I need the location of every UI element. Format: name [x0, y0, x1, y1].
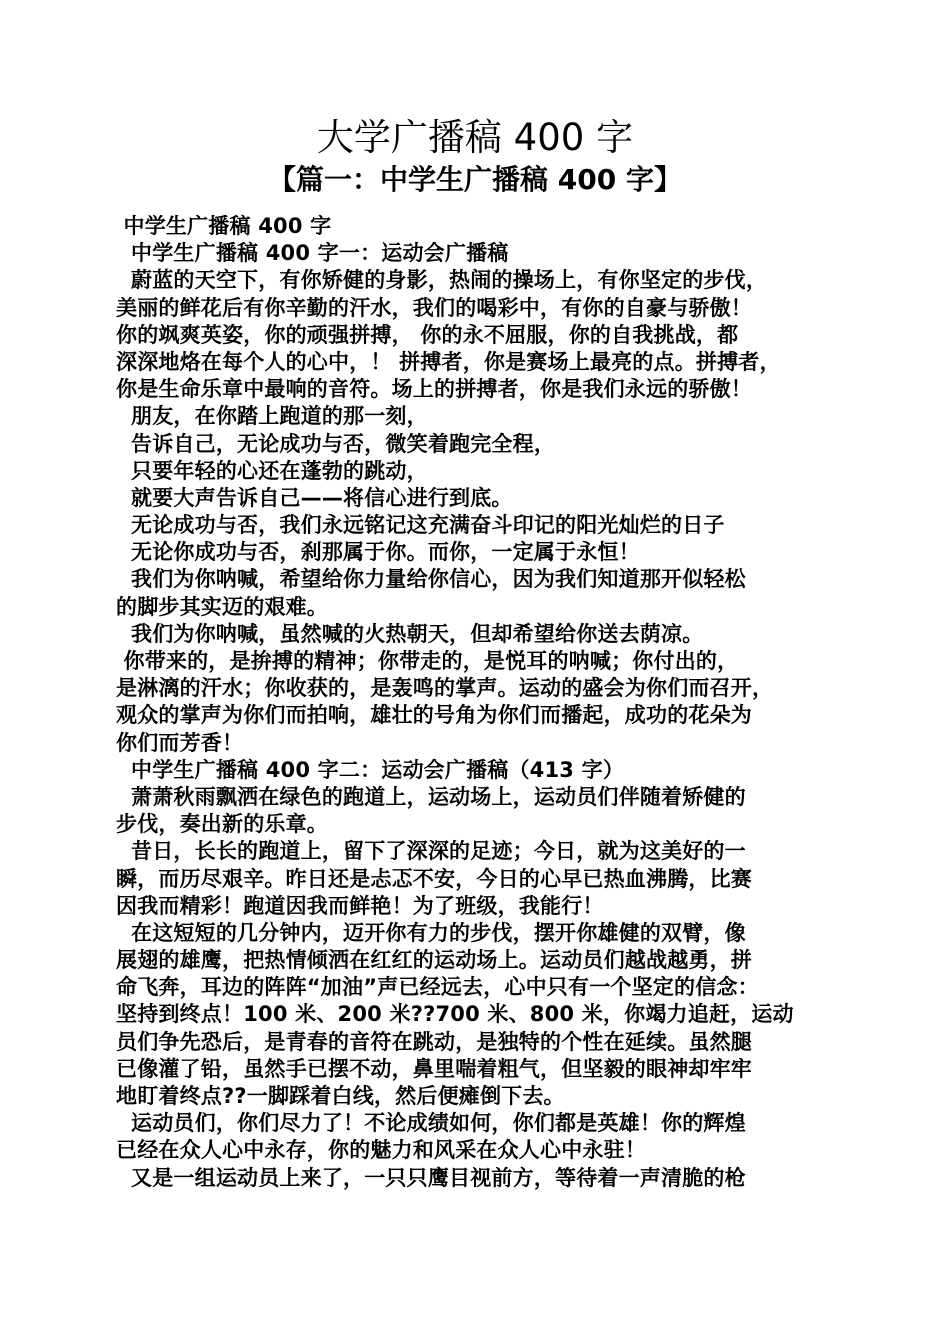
- text-line: 展翅的雄鹰，把热情倾洒在红红的运动场上。运动员们越战越勇，拼: [116, 948, 752, 973]
- text-line: 员们争先恐后，是青春的音符在跳动，是独特的个性在延续。虽然腿: [116, 1029, 752, 1054]
- text-line: 就要大声告诉自己——将信心进行到底。: [116, 485, 513, 510]
- document-body: [116, 213, 856, 1192]
- text-line: 朋友，在你踏上跑道的那一刻，: [116, 404, 428, 429]
- text-line: 中学生广播稿 400 字一：运动会广播稿: [116, 241, 509, 266]
- document-title: 大学广播稿 400 字: [316, 116, 634, 159]
- text-line: 运动员们，你们尽力了！不论成绩如何，你们都是英雄！你的辉煌: [116, 1111, 746, 1136]
- text-line: 无论你成功与否，刹那属于你。而你，一定属于永恒！: [116, 540, 640, 565]
- text-line: 观众的掌声为你们而拍响，雄壮的号角为你们而播起，成功的花朵为: [116, 703, 752, 728]
- text-line: 在这短短的几分钟内，迈开你有力的步伐，摆开你雄健的双臂，像: [116, 920, 746, 945]
- text-line: 只要年轻的心还在蓬勃的跳动，: [116, 458, 428, 483]
- text-line: 是淋漓的汗水；你收获的，是轰鸣的掌声。运动的盛会为你们而召开，: [116, 676, 774, 701]
- document-subtitle: 【篇一：中学生广播稿 400 字】: [268, 163, 682, 196]
- text-line: 你是生命乐章中最响的音符。场上的拼搏者，你是我们永远的骄傲！: [116, 377, 752, 402]
- text-line: 深深地烙在每个人的心中，！ 拼搏者，你是赛场上最亮的点。拼搏者，: [116, 349, 781, 374]
- text-line: 中学生广播稿 400 字: [116, 214, 332, 238]
- text-line: 你们而芳香！: [116, 730, 244, 755]
- text-line: 已像灌了铅，虽然手已摆不动，鼻里喘着粗气，但坚毅的眼神却牢牢: [116, 1056, 752, 1081]
- text-line: 又是一组运动员上来了，一只只鹰目视前方，等待着一声清脆的枪: [116, 1165, 746, 1190]
- text-line: 因我而精彩！跑道因我而鲜艳！为了班级，我能行！: [116, 893, 604, 918]
- text-line: 我们为你呐喊，虽然喊的火热朝天，但却希望给你送去荫凉。: [116, 621, 704, 646]
- text-line: 你的飒爽英姿，你的顽强拼搏， 你的永不屈服，你的自我挑战，都: [116, 322, 739, 347]
- text-line: 我们为你呐喊，希望给你力量给你信心，因为我们知道那开似轻松: [116, 567, 746, 592]
- text-line: 昔日，长长的跑道上，留下了深深的足迹；今日，就为这美好的一: [116, 839, 746, 864]
- text-line: 的脚步其实迈的艰难。: [116, 594, 328, 619]
- text-line: 萧萧秋雨飘洒在绿色的跑道上，运动场上，运动员们伴随着矫健的: [116, 784, 746, 809]
- text-line: 中学生广播稿 400 字二：运动会广播稿（413 字）: [116, 757, 625, 782]
- text-line: 坚持到终点！100 米、200 米??700 米、800 米，你竭力追赶，运动: [116, 1002, 794, 1027]
- text-line: 步伐，奏出新的乐章。: [116, 812, 328, 837]
- text-line: 蔚蓝的天空下，有你矫健的身影，热闹的操场上，有你坚定的步伐，: [116, 268, 768, 293]
- text-line: 无论成功与否，我们永远铭记这充满奋斗印记的阳光灿烂的日子: [116, 513, 725, 538]
- text-line: 地盯着终点??一脚踩着白线，然后便瘫倒下去。: [116, 1084, 565, 1108]
- text-line: 瞬，而历尽艰辛。昨日还是忐忑不安，今日的心早已热血沸腾，比赛: [116, 866, 752, 891]
- text-line: 命飞奔，耳边的阵阵“加油”声已经远去，心中只有一个坚定的信念：: [116, 975, 759, 1000]
- text-line: 已经在众人心中永存，你的魅力和风采在众人心中永驻！: [116, 1138, 646, 1163]
- text-line: 美丽的鲜花后有你辛勤的汗水，我们的喝彩中，有你的自豪与骄傲！: [116, 295, 752, 320]
- text-line: 你带来的，是拚搏的精神；你带走的，是悦耳的呐喊；你付出的，: [116, 649, 739, 673]
- text-line: 告诉自己，无论成功与否，微笑着跑完全程，: [116, 431, 556, 456]
